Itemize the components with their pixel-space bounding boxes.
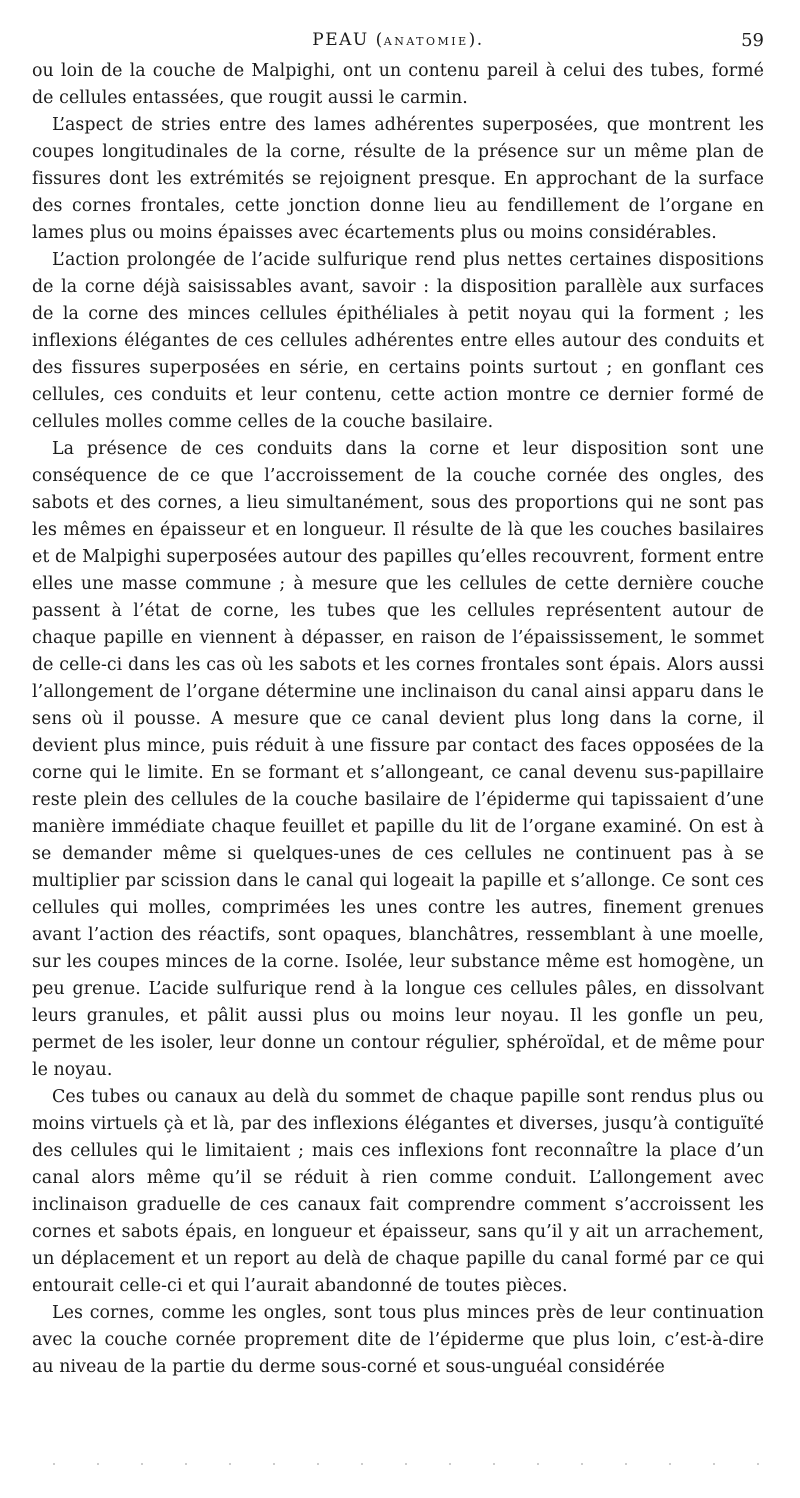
page-number: 59 bbox=[741, 30, 764, 51]
scan-noise-dots bbox=[32, 1462, 764, 1466]
paragraph: L’action prolongée de l’acide sulfurique rend plus nettes certaines dispositions de la corne déjà saisissables avant, savoir : la disposition parallèle aux surfaces de la corne des minces cellules épithéliales à petit noyau qui la forment ; les inflexions élégantes de ces cellules adhérentes entre elles autour des conduits et des fissures superposées en série, en certains points surtout ; en gonflant ces cellules, ces conduits et leur contenu, cette action montre ce dernier formé de cellules molles comme celles de la couche basilaire. bbox=[32, 250, 764, 432]
body-text bbox=[32, 58, 764, 1381]
page bbox=[32, 0, 764, 1381]
paragraph: L’aspect de stries entre des lames adhérentes superposées, que montrent les coupes longitudinales de la corne, résulte de la présence sur un même plan de fissures dont les extrémités se rejoignent presque. En approchant de la surface des cornes frontales, cette jonction donne lieu au fendillement de l’organe en lames plus ou moins épaisses avec écartements plus ou moins considérables. bbox=[32, 115, 764, 243]
title-small-caps: ANATOMIE bbox=[383, 35, 469, 48]
title-main: PEAU ( bbox=[312, 30, 384, 50]
title-end: ). bbox=[468, 30, 484, 50]
paragraph-continuation: ou loin de la couche de Malpighi, ont un contenu pareil à celui des tubes, formé de cellules entassées, que rougit aussi le carmin. bbox=[32, 61, 764, 108]
paragraph: Les cornes, comme les ongles, sont tous plus minces près de leur continuation avec la couche cornée proprement dite de l’épiderme que plus loin, c’est-à-dire au niveau de la partie du derme sous-corné et sous-unguéal considérée bbox=[32, 1303, 764, 1377]
running-title bbox=[32, 30, 764, 50]
running-header bbox=[32, 0, 764, 58]
paragraph: La présence de ces conduits dans la corne et leur disposition sont une conséquence de ce que l’accroissement de la couche cornée des ongles, des sabots et des cornes, a lieu simultanément, sous des proportions qui ne sont pas les mêmes en épaisseur et en longueur. Il résulte de là que les couches basilaires et de Malpighi superposées autour des papilles qu’elles recouvrent, forment entre elles une masse commune ; à mesure que les cellules de cette dernière couche passent à l’état de corne, les tubes que les cellules représentent autour de chaque papille en viennent à dépasser, en raison de l’épaississement, le sommet de celle-ci dans les cas où les sabots et les cornes frontales sont épais. Alors aussi l’allongement de l’organe détermine une inclinaison du canal ainsi apparu dans le sens où il pousse. A mesure que ce canal devient plus long dans la corne, il devient plus mince, puis réduit à une fissure par contact des faces opposées de la corne qui le limite. En se formant et s’allongeant, ce canal devenu sus-papillaire reste plein des cellules de la couche basilaire de l’épiderme qui tapissaient d’une manière immédiate chaque feuillet et papille du lit de l’organe examiné. On est à se demander même si quelques-unes de ces cellules ne continuent pas à se multiplier par scission dans le canal qui logeait la papille et s’allonge. Ce sont ces cellules qui molles, comprimées les unes contre les autres, finement grenues avant l’action des réactifs, sont opaques, blanchâtres, ressemblant à une moelle, sur les coupes minces de la corne. Isolée, leur substance même est homogène, un peu grenue. L’acide sulfurique rend à la longue ces cellules pâles, en dissolvant leurs granules, et pâlit aussi plus ou moins leur noyau. Il les gonfle un peu, permet de les isoler, leur donne un contour régulier, sphéroïdal, et de même pour le noyau. bbox=[32, 439, 764, 1080]
paragraph: Ces tubes ou canaux au delà du sommet de chaque papille sont rendus plus ou moins virtuels çà et là, par des inflexions élégantes et diverses, jusqu’à contiguïté des cellules qui le limitaient ; mais ces inflexions font reconnaître la place d’un canal alors même qu’il se réduit à rien comme conduit. L’allongement avec inclinaison graduelle de ces canaux fait comprendre comment s’accroissent les cornes et sabots épais, en longueur et épaisseur, sans qu’il y ait un arrachement, un déplacement et un report au delà de chaque papille du canal formé par ce qui entourait celle-ci et qui l’aurait abandonné de toutes pièces. bbox=[32, 1087, 764, 1296]
